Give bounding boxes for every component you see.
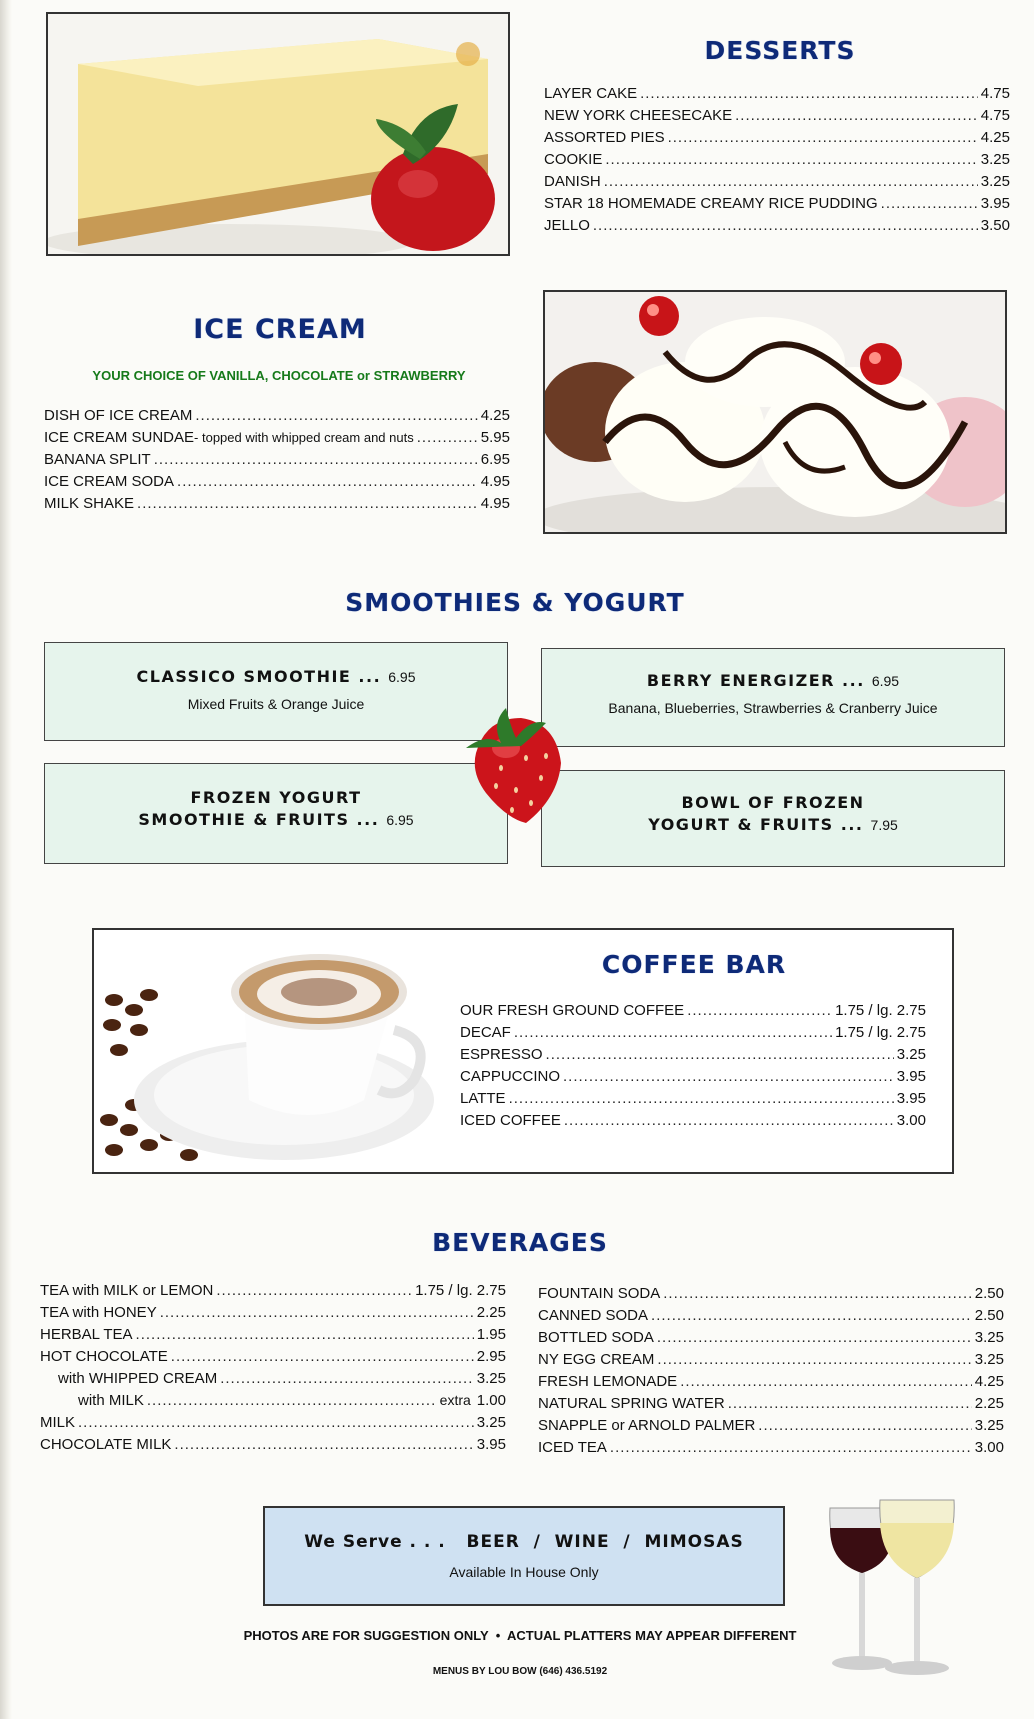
wine-glasses-image bbox=[822, 1488, 982, 1688]
list-item: HERBAL TEA ..... 1.95 bbox=[40, 1326, 506, 1348]
list-item: TEA with HONEY ..... 2.25 bbox=[40, 1304, 506, 1326]
footer-credit: MENUS BY LOU BOW (646) 436.5192 bbox=[432, 1666, 608, 1677]
desserts-heading: DESSERTS bbox=[704, 36, 856, 65]
list-item: COOKIE ..... 3.25 bbox=[544, 151, 1010, 173]
list-item: CHOCOLATE MILK ..... 3.95 bbox=[40, 1436, 506, 1458]
list-item: NATURAL SPRING WATER ..... 2.25 bbox=[538, 1395, 1004, 1417]
list-item: FOUNTAIN SODA ..... 2.50 bbox=[538, 1285, 1004, 1307]
list-item: TEA with MILK or LEMON ..... 1.75 / lg. 2.75 bbox=[40, 1282, 506, 1304]
list-item: DISH OF ICE CREAM ..... 4.25 bbox=[44, 407, 510, 429]
list-item: ICED TEA ..... 3.00 bbox=[538, 1439, 1004, 1461]
ice-cream-heading: ICE CREAM bbox=[193, 314, 367, 345]
list-item: BOTTLED SODA ..... 3.25 bbox=[538, 1329, 1004, 1351]
list-item: FRESH LEMONADE ..... 4.25 bbox=[538, 1373, 1004, 1395]
list-item: CANNED SODA ..... 2.50 bbox=[538, 1307, 1004, 1329]
list-item: ESPRESSO ..... 3.25 bbox=[460, 1046, 926, 1068]
beverages-right-list bbox=[538, 1285, 1004, 1461]
list-item: DECAF ..... 1.75 / lg. 2.75 bbox=[460, 1024, 926, 1046]
list-item: with MILK ..... extra 1.00 bbox=[40, 1392, 506, 1414]
list-item: NEW YORK CHEESECAKE ..... 4.75 bbox=[544, 107, 1010, 129]
ice-cream-subtitle: YOUR CHOICE OF VANILLA, CHOCOLATE or STRAWBERRY bbox=[92, 368, 466, 383]
sundae-photo bbox=[543, 290, 1007, 534]
smoothie-box-bowl-frozen-yogurt: BOWL OF FROZEN YOGURT & FRUITS ... 7.95 bbox=[541, 770, 1005, 867]
list-item: CAPPUCCINO ..... 3.95 bbox=[460, 1068, 926, 1090]
ice-cream-list bbox=[44, 407, 510, 517]
list-item: MILK SHAKE ..... 4.95 bbox=[44, 495, 510, 517]
list-item: HOT CHOCOLATE ..... 2.95 bbox=[40, 1348, 506, 1370]
smoothie-box-frozen-yogurt-smoothie: FROZEN YOGURT SMOOTHIE & FRUITS ... 6.95 bbox=[44, 763, 508, 864]
list-item: MILK ..... 3.25 bbox=[40, 1414, 506, 1436]
desserts-list bbox=[544, 85, 1010, 239]
list-item: LAYER CAKE ..... 4.75 bbox=[544, 85, 1010, 107]
list-item: JELLO ..... 3.50 bbox=[544, 217, 1010, 239]
list-item: DANISH ..... 3.25 bbox=[544, 173, 1010, 195]
in-house-note: Available In House Only bbox=[449, 1564, 599, 1580]
list-item: BANANA SPLIT ..... 6.95 bbox=[44, 451, 510, 473]
list-item: ICED COFFEE ..... 3.00 bbox=[460, 1112, 926, 1134]
strawberry-image bbox=[446, 698, 586, 828]
page-edge bbox=[0, 0, 12, 1719]
list-item: OUR FRESH GROUND COFFEE ..... 1.75 / lg. 2.75 bbox=[460, 1002, 926, 1024]
coffee-bar-heading: COFFEE BAR bbox=[601, 950, 787, 979]
list-item: LATTE ..... 3.95 bbox=[460, 1090, 926, 1112]
beverages-heading: BEVERAGES bbox=[432, 1228, 608, 1257]
coffee-list bbox=[460, 1002, 926, 1134]
smoothie-box-classico: CLASSICO SMOOTHIE ... 6.95 Mixed Fruits & Orange Juice bbox=[44, 642, 508, 741]
list-item: ICE CREAM SUNDAE - topped with whipped cream and nuts ..... 5.95 bbox=[44, 429, 510, 451]
footer-disclaimer: PHOTOS ARE FOR SUGGESTION ONLY • ACTUAL PLATTERS MAY APPEAR DIFFERENT bbox=[243, 1628, 797, 1643]
coffee-bar-box bbox=[92, 928, 954, 1174]
we-serve-label: We Serve . . . bbox=[304, 1532, 446, 1552]
list-item: SNAPPLE or ARNOLD PALMER ..... 3.25 bbox=[538, 1417, 1004, 1439]
smoothie-box-berry-energizer: BERRY ENERGIZER ... 6.95 Banana, Blueberries, Strawberries & Cranberry Juice bbox=[541, 648, 1005, 747]
list-item: with WHIPPED CREAM ..... 3.25 bbox=[40, 1370, 506, 1392]
alcohol-box bbox=[263, 1506, 785, 1606]
cheesecake-photo bbox=[46, 12, 510, 256]
list-item: ICE CREAM SODA ..... 4.95 bbox=[44, 473, 510, 495]
list-item: NY EGG CREAM ..... 3.25 bbox=[538, 1351, 1004, 1373]
list-item: ASSORTED PIES ..... 4.25 bbox=[544, 129, 1010, 151]
coffee-cup-image bbox=[94, 930, 434, 1174]
beverages-left-list bbox=[40, 1282, 506, 1458]
alcohol-options: BEER / WINE / MIMOSAS bbox=[466, 1532, 744, 1552]
smoothies-heading: SMOOTHIES & YOGURT bbox=[345, 588, 685, 617]
list-item: STAR 18 HOMEMADE CREAMY RICE PUDDING ..... 3.95 bbox=[544, 195, 1010, 217]
